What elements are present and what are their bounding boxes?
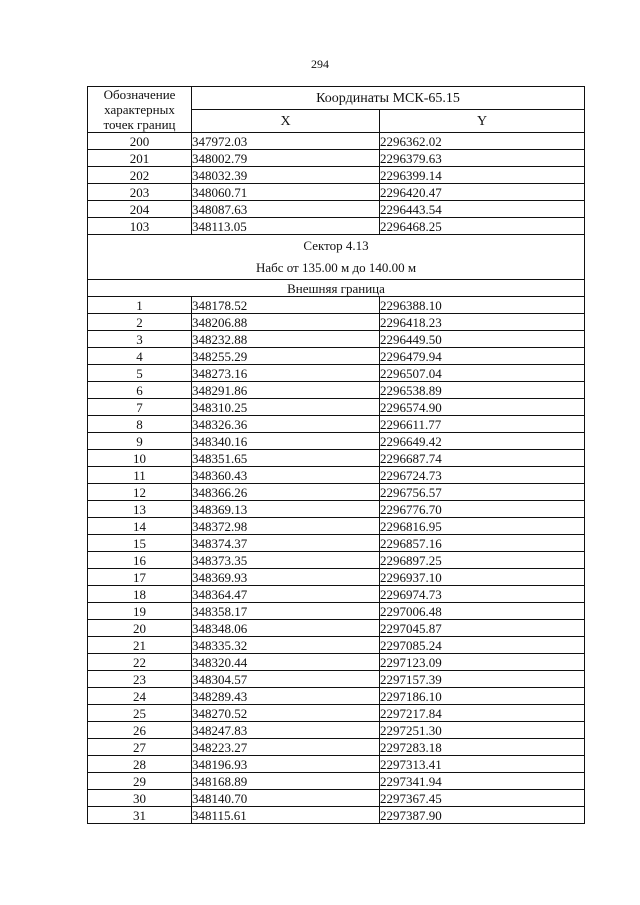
table-row xyxy=(88,314,585,331)
x-column-header: X xyxy=(192,110,380,133)
point-number-cell: 204 xyxy=(88,201,192,218)
x-coordinate-cell: 348232.88 xyxy=(192,331,380,348)
table-row xyxy=(88,671,585,688)
table-row xyxy=(88,688,585,705)
y-coordinate-cell: 2297341.94 xyxy=(380,773,585,790)
point-number-cell: 16 xyxy=(88,552,192,569)
point-number-cell: 4 xyxy=(88,348,192,365)
x-coordinate-cell: 348060.71 xyxy=(192,184,380,201)
y-coordinate-cell: 2297313.41 xyxy=(380,756,585,773)
y-coordinate-cell: 2296574.90 xyxy=(380,399,585,416)
table-row xyxy=(88,535,585,552)
x-coordinate-cell: 348168.89 xyxy=(192,773,380,790)
table-row xyxy=(88,201,585,218)
y-coordinate-cell: 2296479.94 xyxy=(380,348,585,365)
sector-height-range: Набс от 135.00 м до 140.00 м xyxy=(255,260,417,275)
table-row xyxy=(88,133,585,150)
table-row xyxy=(88,467,585,484)
x-coordinate-cell: 348304.57 xyxy=(192,671,380,688)
point-number-cell: 26 xyxy=(88,722,192,739)
y-coordinate-cell: 2297123.09 xyxy=(380,654,585,671)
x-coordinate-cell: 348087.63 xyxy=(192,201,380,218)
point-number-cell: 22 xyxy=(88,654,192,671)
point-number-cell: 21 xyxy=(88,637,192,654)
point-number-cell: 15 xyxy=(88,535,192,552)
y-coordinate-cell: 2296776.70 xyxy=(380,501,585,518)
table-row xyxy=(88,416,585,433)
sector-title: Сектор 4.13 xyxy=(303,238,369,253)
table-row xyxy=(88,365,585,382)
y-coordinate-cell: 2296507.04 xyxy=(380,365,585,382)
point-number-cell: 11 xyxy=(88,467,192,484)
x-coordinate-cell: 348369.93 xyxy=(192,569,380,586)
rows-after-sector xyxy=(88,297,585,824)
boundary-row xyxy=(88,280,585,297)
point-number-cell: 31 xyxy=(88,807,192,824)
y-column-header: Y xyxy=(380,110,585,133)
boundary-label: Внешняя граница xyxy=(88,280,585,297)
sector-heading xyxy=(88,235,585,280)
table-row xyxy=(88,150,585,167)
point-number-cell: 202 xyxy=(88,167,192,184)
point-number-cell: 14 xyxy=(88,518,192,535)
table-row xyxy=(88,348,585,365)
table-row xyxy=(88,569,585,586)
y-coordinate-cell: 2297186.10 xyxy=(380,688,585,705)
x-coordinate-cell: 348369.13 xyxy=(192,501,380,518)
y-coordinate-cell: 2296611.77 xyxy=(380,416,585,433)
x-coordinate-cell: 348270.52 xyxy=(192,705,380,722)
rows-before-sector xyxy=(88,133,585,235)
x-coordinate-cell: 347972.03 xyxy=(192,133,380,150)
table-row xyxy=(88,184,585,201)
point-number-cell: 29 xyxy=(88,773,192,790)
table-row xyxy=(88,705,585,722)
point-number-cell: 10 xyxy=(88,450,192,467)
coords-system-header: Координаты МСК-65.15 xyxy=(192,87,585,110)
page-number: 294 xyxy=(311,57,329,71)
point-number-cell: 203 xyxy=(88,184,192,201)
y-coordinate-cell: 2296420.47 xyxy=(380,184,585,201)
x-coordinate-cell: 348289.43 xyxy=(192,688,380,705)
x-coordinate-cell: 348255.29 xyxy=(192,348,380,365)
point-number-cell: 27 xyxy=(88,739,192,756)
point-number-cell: 8 xyxy=(88,416,192,433)
x-coordinate-cell: 348002.79 xyxy=(192,150,380,167)
y-coordinate-cell: 2297367.45 xyxy=(380,790,585,807)
x-coordinate-cell: 348273.16 xyxy=(192,365,380,382)
y-coordinate-cell: 2296449.50 xyxy=(380,331,585,348)
x-coordinate-cell: 348310.25 xyxy=(192,399,380,416)
x-coordinate-cell: 348348.06 xyxy=(192,620,380,637)
y-coordinate-cell: 2296897.25 xyxy=(380,552,585,569)
point-number-cell: 24 xyxy=(88,688,192,705)
x-coordinate-cell: 348032.39 xyxy=(192,167,380,184)
y-coordinate-cell: 2296388.10 xyxy=(380,297,585,314)
x-coordinate-cell: 348113.05 xyxy=(192,218,380,235)
table-row xyxy=(88,756,585,773)
x-coordinate-cell: 348358.17 xyxy=(192,603,380,620)
table-row xyxy=(88,501,585,518)
point-number-cell: 3 xyxy=(88,331,192,348)
point-number-cell: 25 xyxy=(88,705,192,722)
designation-header: Обозначение характерных точек границ xyxy=(88,87,192,133)
table-row xyxy=(88,722,585,739)
x-coordinate-cell: 348372.98 xyxy=(192,518,380,535)
table-row xyxy=(88,484,585,501)
x-coordinate-cell: 348115.61 xyxy=(192,807,380,824)
point-number-cell: 6 xyxy=(88,382,192,399)
table-row xyxy=(88,297,585,314)
table-row xyxy=(88,739,585,756)
x-coordinate-cell: 348366.26 xyxy=(192,484,380,501)
table-row xyxy=(88,603,585,620)
y-coordinate-cell: 2296756.57 xyxy=(380,484,585,501)
point-number-cell: 200 xyxy=(88,133,192,150)
y-coordinate-cell: 2296443.54 xyxy=(380,201,585,218)
y-coordinate-cell: 2296649.42 xyxy=(380,433,585,450)
y-coordinate-cell: 2296468.25 xyxy=(380,218,585,235)
point-number-cell: 17 xyxy=(88,569,192,586)
sector-row xyxy=(88,235,585,280)
point-number-cell: 13 xyxy=(88,501,192,518)
y-coordinate-cell: 2296974.73 xyxy=(380,586,585,603)
y-coordinate-cell: 2296687.74 xyxy=(380,450,585,467)
table-row xyxy=(88,552,585,569)
x-coordinate-cell: 348247.83 xyxy=(192,722,380,739)
x-coordinate-cell: 348360.43 xyxy=(192,467,380,484)
y-coordinate-cell: 2297085.24 xyxy=(380,637,585,654)
table-row xyxy=(88,637,585,654)
point-number-cell: 7 xyxy=(88,399,192,416)
table-row xyxy=(88,331,585,348)
table-row xyxy=(88,167,585,184)
y-coordinate-cell: 2296379.63 xyxy=(380,150,585,167)
table-row xyxy=(88,518,585,535)
x-coordinate-cell: 348364.47 xyxy=(192,586,380,603)
y-coordinate-cell: 2296937.10 xyxy=(380,569,585,586)
x-coordinate-cell: 348320.44 xyxy=(192,654,380,671)
point-number-cell: 12 xyxy=(88,484,192,501)
x-coordinate-cell: 348373.35 xyxy=(192,552,380,569)
y-coordinate-cell: 2296816.95 xyxy=(380,518,585,535)
table-row xyxy=(88,433,585,450)
table-row xyxy=(88,620,585,637)
table-row xyxy=(88,218,585,235)
coordinates-table xyxy=(87,86,585,824)
point-number-cell: 30 xyxy=(88,790,192,807)
x-coordinate-cell: 348140.70 xyxy=(192,790,380,807)
x-coordinate-cell: 348291.86 xyxy=(192,382,380,399)
point-number-cell: 23 xyxy=(88,671,192,688)
point-number-cell: 20 xyxy=(88,620,192,637)
y-coordinate-cell: 2297045.87 xyxy=(380,620,585,637)
point-number-cell: 201 xyxy=(88,150,192,167)
x-coordinate-cell: 348374.37 xyxy=(192,535,380,552)
y-coordinate-cell: 2296538.89 xyxy=(380,382,585,399)
table-row xyxy=(88,586,585,603)
table-row xyxy=(88,807,585,824)
y-coordinate-cell: 2296418.23 xyxy=(380,314,585,331)
y-coordinate-cell: 2297251.30 xyxy=(380,722,585,739)
table-row xyxy=(88,450,585,467)
y-coordinate-cell: 2297006.48 xyxy=(380,603,585,620)
point-number-cell: 19 xyxy=(88,603,192,620)
point-number-cell: 28 xyxy=(88,756,192,773)
y-coordinate-cell: 2297217.84 xyxy=(380,705,585,722)
x-coordinate-cell: 348206.88 xyxy=(192,314,380,331)
y-coordinate-cell: 2297283.18 xyxy=(380,739,585,756)
point-number-cell: 103 xyxy=(88,218,192,235)
x-coordinate-cell: 348340.16 xyxy=(192,433,380,450)
point-number-cell: 2 xyxy=(88,314,192,331)
x-coordinate-cell: 348351.65 xyxy=(192,450,380,467)
x-coordinate-cell: 348223.27 xyxy=(192,739,380,756)
table-row xyxy=(88,382,585,399)
y-coordinate-cell: 2296399.14 xyxy=(380,167,585,184)
point-number-cell: 9 xyxy=(88,433,192,450)
y-coordinate-cell: 2297157.39 xyxy=(380,671,585,688)
x-coordinate-cell: 348196.93 xyxy=(192,756,380,773)
x-coordinate-cell: 348335.32 xyxy=(192,637,380,654)
table-row xyxy=(88,773,585,790)
point-number-cell: 18 xyxy=(88,586,192,603)
x-coordinate-cell: 348178.52 xyxy=(192,297,380,314)
x-coordinate-cell: 348326.36 xyxy=(192,416,380,433)
y-coordinate-cell: 2297387.90 xyxy=(380,807,585,824)
y-coordinate-cell: 2296857.16 xyxy=(380,535,585,552)
table-row xyxy=(88,399,585,416)
table-row xyxy=(88,790,585,807)
point-number-cell: 5 xyxy=(88,365,192,382)
y-coordinate-cell: 2296362.02 xyxy=(380,133,585,150)
y-coordinate-cell: 2296724.73 xyxy=(380,467,585,484)
point-number-cell: 1 xyxy=(88,297,192,314)
table-row xyxy=(88,654,585,671)
